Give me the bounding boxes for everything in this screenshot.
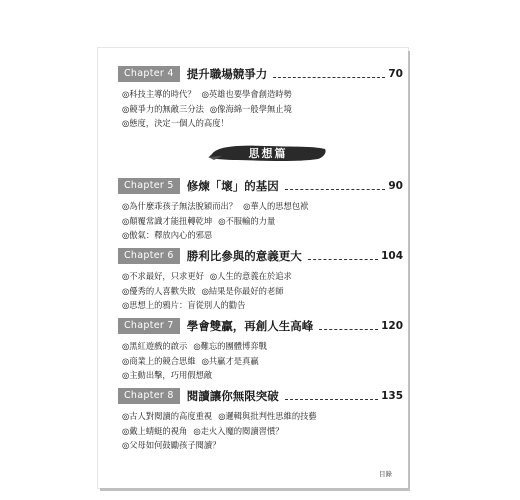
leader-dots: [319, 322, 378, 330]
topic-line: [122, 438, 403, 453]
topic-line: [122, 424, 403, 439]
topic: ◎不服輸的力量: [218, 215, 276, 226]
topic-line: [122, 284, 403, 299]
leader-dots: [285, 392, 378, 400]
topic-line: [122, 339, 403, 354]
chapter-title: 修煉「壞」的基因: [186, 179, 279, 193]
topic: ◎父母如何鼓勵孩子閱讀？: [122, 440, 221, 450]
chapter-page-number: 70: [388, 68, 403, 80]
topic: ◎態度，決定一個人的高度！: [122, 118, 229, 128]
topic-line: [122, 354, 403, 369]
chapter-heading: [118, 248, 403, 264]
topic: ◎商業上的競合思維: [122, 355, 196, 366]
topic: ◎科技主導的時代？: [122, 89, 196, 99]
topic-line: [122, 214, 403, 229]
chapter-page-number: 120: [381, 320, 403, 332]
topic: ◎走火入魔的閱讀習慣？: [193, 425, 284, 436]
topic: ◎人生的意義在於追求: [209, 271, 292, 281]
topic: ◎結果是你最好的老師: [201, 285, 284, 296]
chapter-title: 學會雙贏，再創人生高峰: [186, 319, 314, 333]
chapter-topics: [118, 87, 403, 131]
chapter-5: [118, 178, 403, 243]
topic: ◎主動出擊，巧用假想敵: [122, 370, 213, 380]
book-page: [98, 48, 408, 488]
topic: ◎戴上蜻蜓的視角: [122, 425, 188, 436]
chapter-page-number: 135: [381, 390, 403, 402]
topic-line: [122, 269, 403, 284]
chapter-badge: Chapter 8: [118, 388, 180, 404]
chapter-4: [118, 66, 403, 131]
topic-line: [122, 228, 403, 243]
chapter-title: 提升職場競爭力: [186, 67, 268, 81]
topic: ◎傲氣：釋放內心的邪惡: [122, 230, 213, 240]
chapter-title: 閱讀讓你無限突破: [186, 389, 279, 403]
leader-dots: [285, 182, 386, 190]
chapter-topics: [118, 199, 403, 243]
chapter-topics: [118, 339, 403, 383]
topic-line: [122, 116, 403, 131]
chapter-8: [118, 388, 403, 453]
chapter-page-number: 104: [381, 250, 403, 262]
topic-line: [122, 298, 403, 313]
chapter-topics: [118, 269, 403, 313]
leader-dots: [273, 70, 385, 78]
topic: ◎思想上的鴉片：盲從別人的勸告: [122, 300, 246, 310]
topic-line: [122, 102, 403, 117]
chapter-badge: Chapter 7: [118, 318, 180, 334]
topic: ◎為什麼乖孩子無法脫穎而出？: [122, 201, 238, 211]
chapter-7: [118, 318, 403, 383]
topic: ◎不求最好，只求更好: [122, 271, 204, 281]
chapter-title: 勝利比參與的意義更大: [186, 249, 302, 263]
chapter-badge: Chapter 4: [118, 66, 180, 82]
section-banner-label: 思想篇: [248, 147, 288, 160]
chapter-heading: [118, 388, 403, 404]
topic-line: [122, 409, 403, 424]
topic: ◎顛覆常識才能扭轉乾坤: [122, 215, 213, 226]
topic: ◎華人的思想包袱: [243, 201, 309, 211]
topic: ◎古人對閱讀的高度重視: [122, 411, 213, 421]
chapter-topics: [118, 409, 403, 453]
topic: ◎共贏才是真贏: [201, 355, 259, 366]
page-footer-label: 目錄: [379, 470, 392, 478]
topic: ◎競爭力的無敵三分法: [122, 103, 204, 114]
chapter-page-number: 90: [388, 180, 403, 192]
topic: ◎優秀的人喜歡失敗: [122, 285, 196, 296]
chapter-heading: [118, 178, 403, 194]
topic: ◎英雄也要學會創造時勢: [201, 89, 292, 99]
topic-line: [122, 87, 403, 102]
topic-line: [122, 368, 403, 383]
section-banner: [208, 142, 328, 164]
topic-line: [122, 199, 403, 214]
topic: ◎邏輯與批判性思維的技藝: [218, 411, 317, 421]
topic: ◎像海綿一般學無止境: [209, 103, 292, 114]
chapter-heading: [118, 318, 403, 334]
chapter-heading: [118, 66, 403, 82]
topic: ◎難忘的團體博弈戰: [193, 341, 267, 351]
chapter-badge: Chapter 5: [118, 178, 180, 194]
topic: ◎黑紅遊戲的啟示: [122, 341, 188, 351]
chapter-badge: Chapter 6: [118, 248, 180, 264]
leader-dots: [308, 252, 378, 260]
chapter-6: [118, 248, 403, 313]
